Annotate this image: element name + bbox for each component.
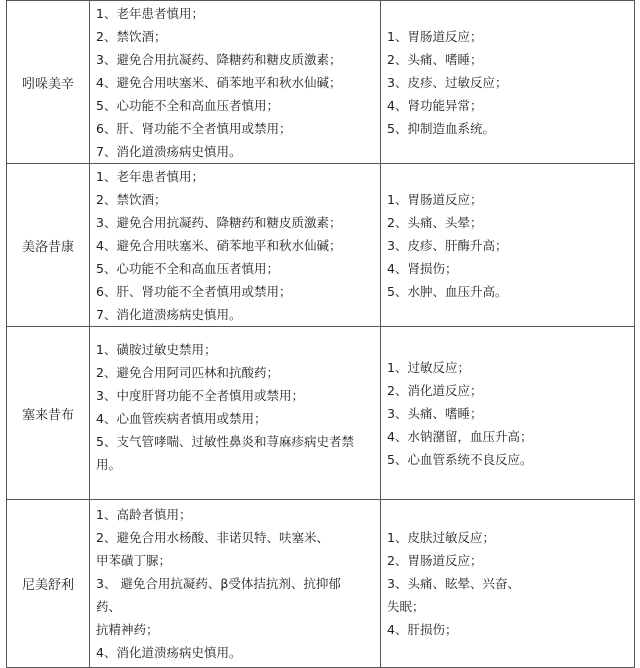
- side-effect-line: 5、水肿、血压升高。: [387, 283, 508, 299]
- side-effect-line: 1、皮肤过敏反应；: [387, 530, 495, 545]
- precaution-line: 2、禁饮酒；: [96, 29, 167, 44]
- precaution-line: 1、高龄者慎用；: [96, 507, 192, 522]
- side-effect-line: 5、心血管系统不良反应。: [387, 451, 533, 467]
- side-effect-line: 4、肾损伤；: [387, 260, 458, 276]
- precaution-line: 4、避免合用呋塞米、硝苯地平和秋水仙碱；: [96, 238, 342, 253]
- side-effect-line: 1、胃肠道反应；: [387, 191, 483, 207]
- side-effects-cell: [381, 1, 635, 164]
- precautions-cell: [90, 1, 381, 164]
- table-row: [7, 327, 635, 500]
- precaution-line: 3、避免合用抗凝药、降糖药和糖皮质激素；: [96, 215, 342, 230]
- precaution-line: 3、 避免合用抗凝药、β受体拮抗剂、抗抑郁: [96, 576, 341, 591]
- precaution-line: 用。: [96, 457, 122, 472]
- precaution-line: 7、消化道溃疡病史慎用。: [96, 144, 242, 159]
- precaution-line: 3、避免合用抗凝药、降糖药和糖皮质激素；: [96, 52, 342, 67]
- side-effects-cell: [381, 327, 635, 500]
- side-effect-line: 失眠；: [387, 599, 425, 614]
- precaution-line: 2、禁饮酒；: [96, 192, 167, 207]
- precaution-line: 3、中度肝肾功能不全者慎用或禁用；: [96, 388, 304, 403]
- side-effect-line: 3、皮疹、肝酶升高；: [387, 237, 508, 253]
- side-effect-line: 2、头痛、头晕；: [387, 214, 483, 230]
- table-row: [7, 164, 635, 327]
- drug-name: 塞来昔布: [7, 327, 90, 500]
- precaution-line: 4、消化道溃疡病史慎用。: [96, 645, 242, 660]
- precaution-line: 7、消化道溃疡病史慎用。: [96, 307, 242, 322]
- side-effect-line: 3、头痛、眩晕、兴奋、: [387, 576, 520, 591]
- side-effect-line: 3、头痛、嗜睡；: [387, 405, 483, 421]
- side-effects-cell: [381, 500, 635, 668]
- precaution-line: 5、心功能不全和高血压者慎用；: [96, 261, 279, 276]
- precaution-line: 抗精神药；: [96, 622, 159, 637]
- side-effect-line: 5、抑制造血系统。: [387, 120, 495, 136]
- precaution-line: 药、: [96, 599, 122, 614]
- precaution-line: 6、肝、肾功能不全者慎用或禁用；: [96, 121, 292, 136]
- precaution-line: 5、心功能不全和高血压者慎用；: [96, 98, 279, 113]
- precaution-line: 4、心血管疾病者慎用或禁用；: [96, 411, 267, 426]
- side-effect-line: 2、头痛、嗜睡；: [387, 51, 483, 67]
- drug-name: 美洛昔康: [7, 164, 90, 327]
- precaution-line: 4、避免合用呋塞米、硝苯地平和秋水仙碱；: [96, 75, 342, 90]
- precautions-cell: [90, 500, 381, 668]
- precaution-line: 1、老年患者慎用；: [96, 6, 204, 21]
- drug-name: 尼美舒利: [7, 500, 90, 668]
- precaution-line: 2、避免合用水杨酸、非诺贝特、呋塞米、: [96, 530, 329, 545]
- side-effect-line: 3、皮疹、过敏反应；: [387, 74, 508, 90]
- side-effect-line: 4、肝损伤；: [387, 622, 458, 637]
- precaution-line: 2、避免合用阿司匹林和抗酸药；: [96, 365, 279, 380]
- precautions-cell: [90, 164, 381, 327]
- precaution-line: 6、肝、肾功能不全者慎用或禁用；: [96, 284, 292, 299]
- side-effect-line: 2、消化道反应；: [387, 382, 483, 398]
- side-effect-line: 1、胃肠道反应；: [387, 28, 483, 44]
- drug-comparison-table: [6, 0, 635, 668]
- table-row: [7, 1, 635, 164]
- precautions-cell: [90, 327, 381, 500]
- precaution-line: 1、老年患者慎用；: [96, 169, 204, 184]
- precaution-line: 1、磺胺过敏史禁用；: [96, 342, 217, 357]
- side-effect-line: 2、胃肠道反应；: [387, 553, 483, 568]
- side-effect-line: 4、水钠潴留，血压升高；: [387, 428, 533, 444]
- precaution-line: 5、支气管哮喘、过敏性鼻炎和荨麻疹病史者禁: [96, 434, 354, 449]
- side-effect-line: 4、肾功能异常；: [387, 97, 483, 113]
- table-row: [7, 500, 635, 668]
- side-effects-cell: [381, 164, 635, 327]
- drug-name: 吲哚美辛: [7, 1, 90, 164]
- precaution-line: 甲苯磺丁脲；: [96, 553, 172, 568]
- side-effect-line: 1、过敏反应；: [387, 359, 470, 375]
